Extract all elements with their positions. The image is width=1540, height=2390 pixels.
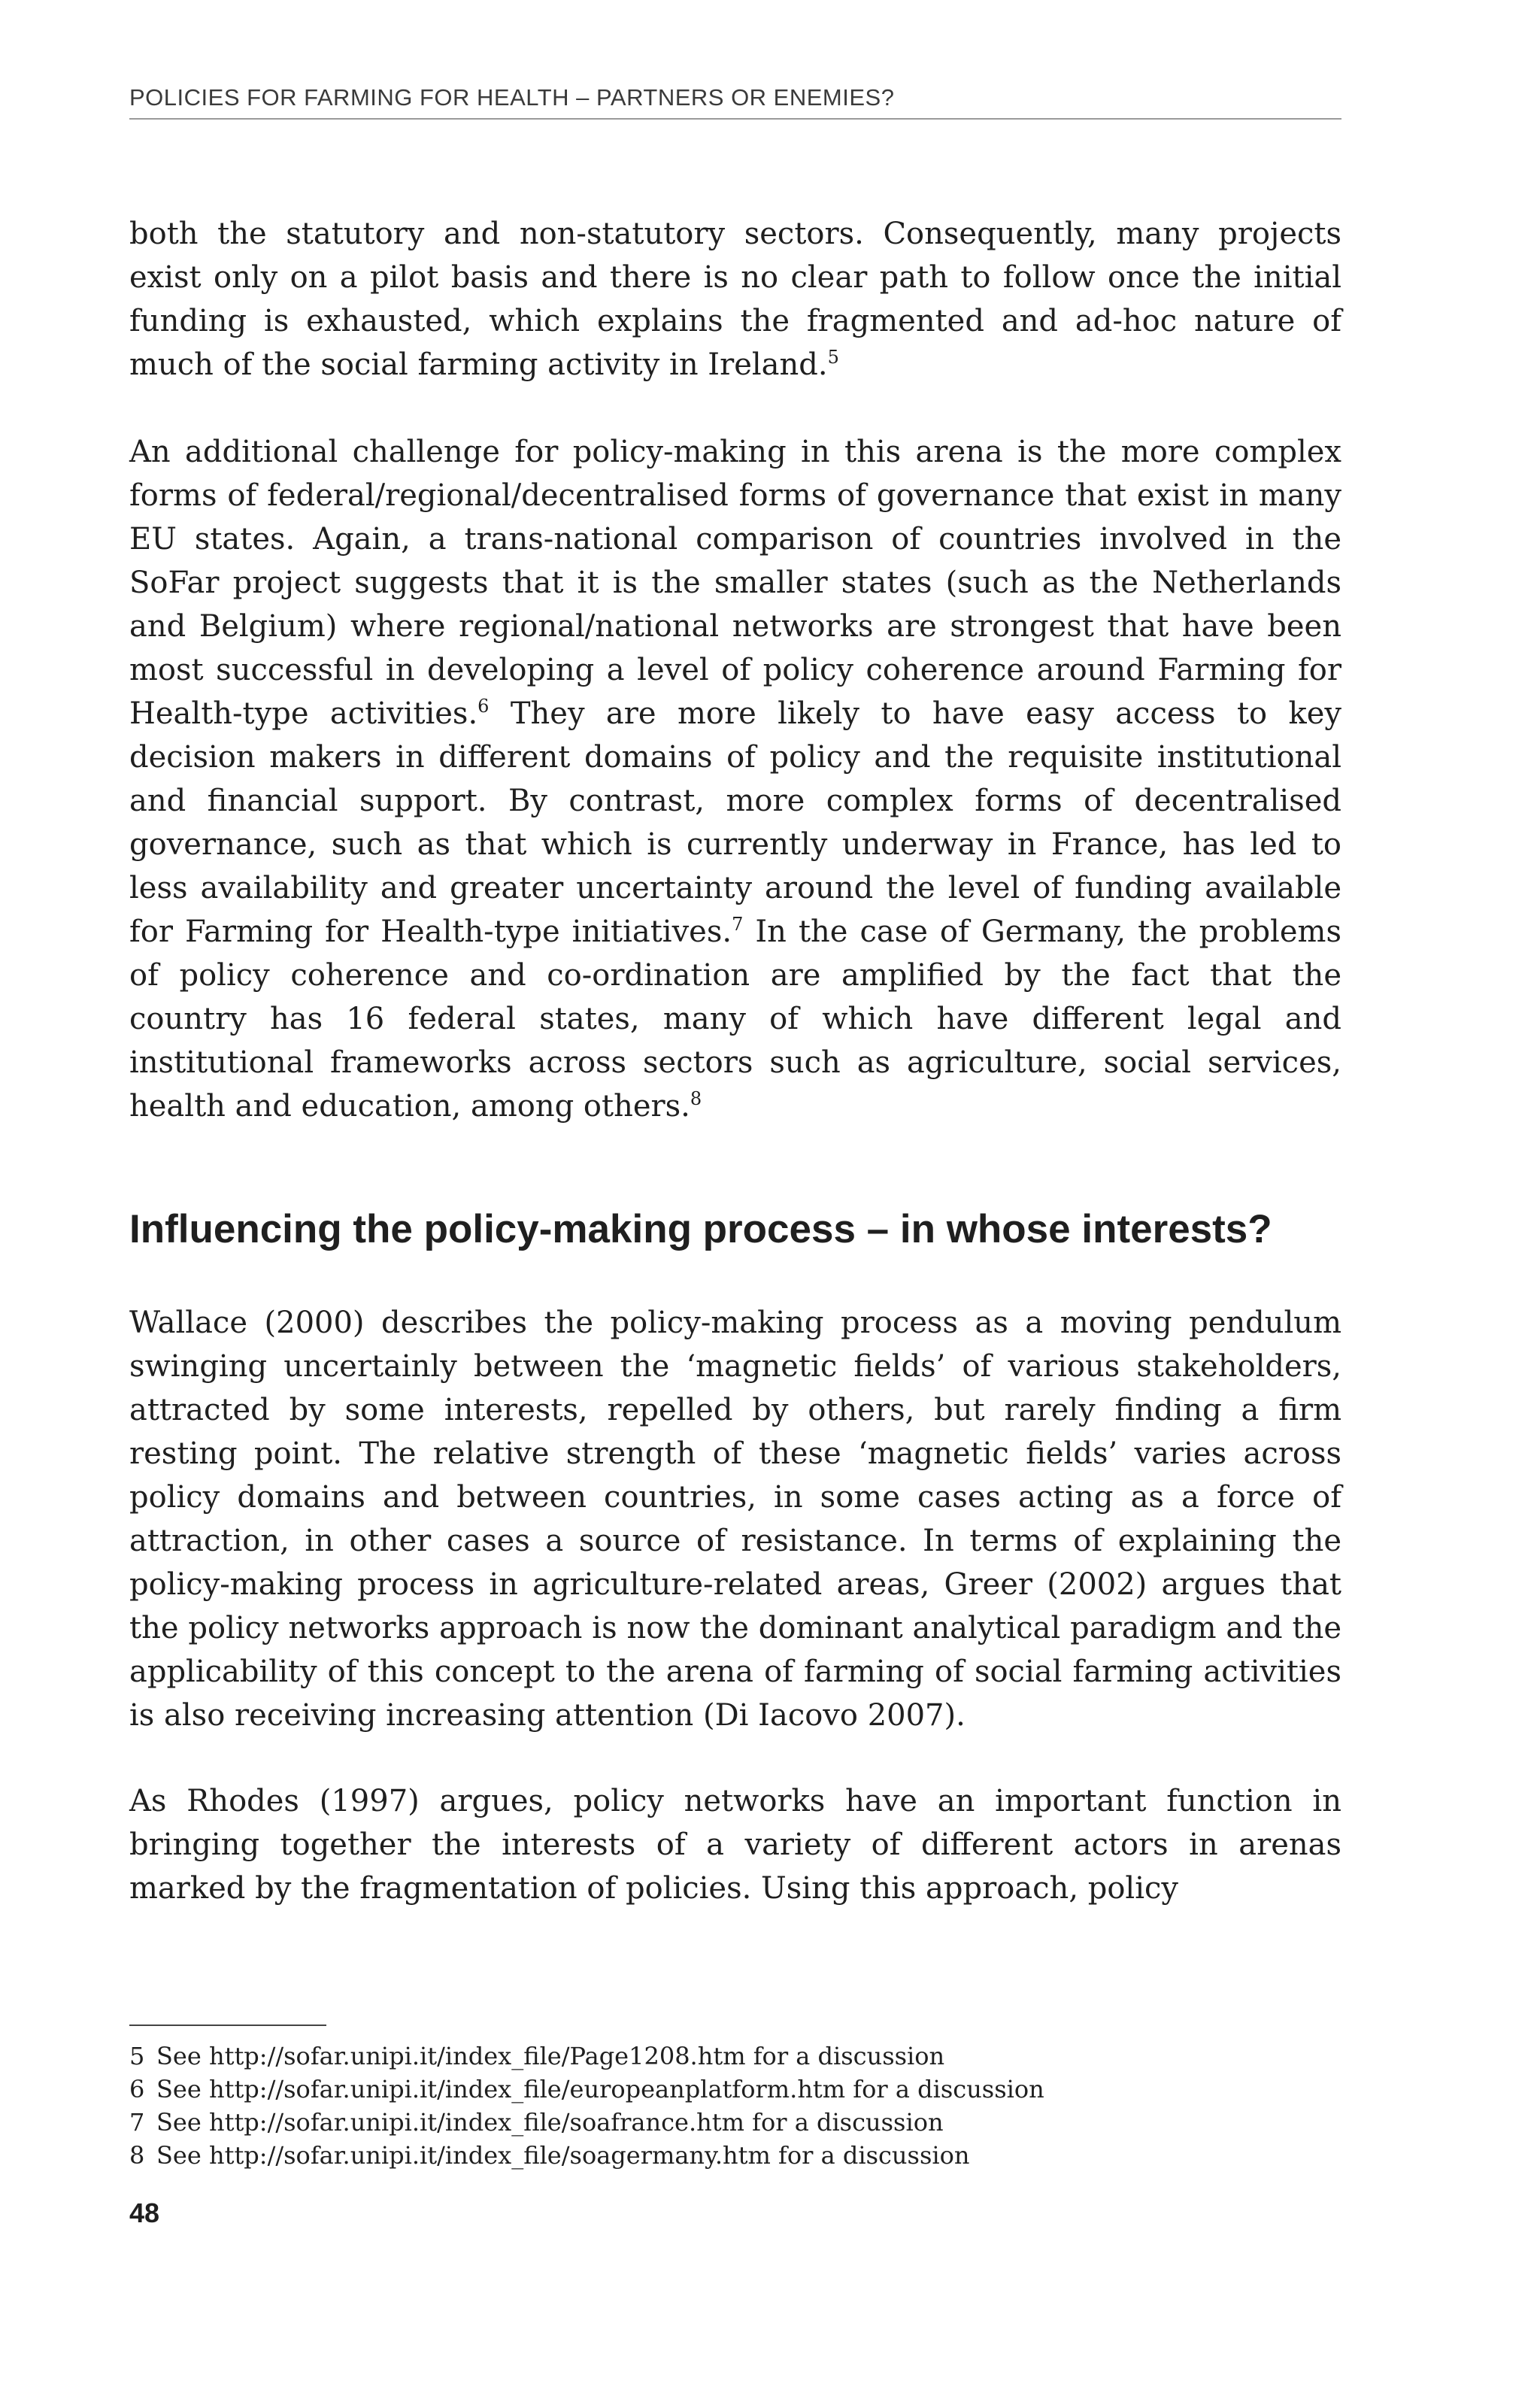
footnote-text: See http://sofar.unipi.it/index_file/soafrance.htm for a discussion xyxy=(156,2108,944,2137)
footnote-text: See http://sofar.unipi.it/index_file/Page1208.htm for a discussion xyxy=(156,2042,945,2070)
paragraph-text: both the statutory and non-statutory sectors. Consequently, many projects exist only on a pilot basis and there is no clear path to follow once the initial funding is exhausted, which explains the fragmented and ad-hoc nature of much of the social farming activity in Ireland. xyxy=(129,217,1341,382)
footnote-item xyxy=(129,2106,1341,2139)
paragraph-text: They are more likely to have easy access to key decision makers in different domains of policy and the requisite institutional and financial support. By contrast, more complex forms of decentralised governance, such as that which is currently underway in France, has led to less availability and greater uncertainty around the level of funding available for Farming for Health-type initiatives. xyxy=(129,696,1342,949)
footnote-ref-8: 8 xyxy=(690,1088,702,1109)
running-header: POLICIES FOR FARMING FOR HEALTH – PARTNERS OR ENEMIES? xyxy=(129,84,895,111)
paragraph-text: In the case of Germany, the problems of policy coherence and co-ordination are amplified by the fact that the country has 16 federal states, many of which have different legal and institutional frameworks across sectors such as agriculture, social services, health and education, among others. xyxy=(129,914,1341,1124)
footnote-text: See http://sofar.unipi.it/index_file/soagermany.htm for a discussion xyxy=(156,2141,970,2170)
footnote-ref-5: 5 xyxy=(827,347,839,368)
body-paragraph-2 xyxy=(129,430,1341,1128)
footnote-number: 8 xyxy=(129,2141,145,2170)
paragraph-text: An additional challenge for policy-making in this arena is the more complex forms of federal/regional/decentralised forms of governance that exist in many EU states. Again, a trans-national comparison of countries involved in the SoFar project suggests that it is the smaller states (such as the Netherlands and Belgium) where regional/national networks are strongest that have been most successful in developing a level of policy coherence around Farming for Health-type activities. xyxy=(129,435,1341,731)
section-heading: Influencing the policy-making process – in whose interests? xyxy=(129,1207,1272,1251)
footnote-number: 6 xyxy=(129,2075,145,2103)
footnote-list xyxy=(129,2040,1341,2172)
footnote-rule xyxy=(129,2025,326,2026)
body-paragraph-4: As Rhodes (1997) argues, policy networks have an important function in bringing together the interests of a variety of different actors in arenas marked by the fragmentation of policies. Using this approach, policy xyxy=(129,1784,1341,1906)
page-number: 48 xyxy=(129,2197,160,2228)
footnote-ref-6: 6 xyxy=(477,696,490,717)
footnote-text: See http://sofar.unipi.it/index_file/europeanplatform.htm for a discussion xyxy=(156,2075,1044,2103)
header-rule xyxy=(129,118,1341,120)
footnote-item xyxy=(129,2139,1341,2172)
footnote-item xyxy=(129,2073,1341,2106)
body-paragraph-3: Wallace (2000) describes the policy-making process as a moving pendulum swinging uncertainly between the ‘magnetic fields’ of various stakeholders, attracted by some interests, repelled by others, but rarely finding a firm resting point. The relative strength of these ‘magnetic fields’ varies across policy domains and between countries, in some cases acting as a force of attraction, in other cases a source of resistance. In terms of explaining the policy-making process in agriculture-related areas, Greer (2002) argues that the policy networks approach is now the dominant analytical paradigm and the applicability of this concept to the arena of farming of social farming activities is also receiving increasing attention (Di Iacovo 2007). xyxy=(129,1306,1341,1733)
footnote-number: 5 xyxy=(129,2042,145,2070)
footnote-ref-7: 7 xyxy=(732,914,744,935)
footnote-item xyxy=(129,2040,1341,2073)
body-paragraph-1 xyxy=(129,212,1341,387)
footnote-number: 7 xyxy=(129,2108,145,2137)
